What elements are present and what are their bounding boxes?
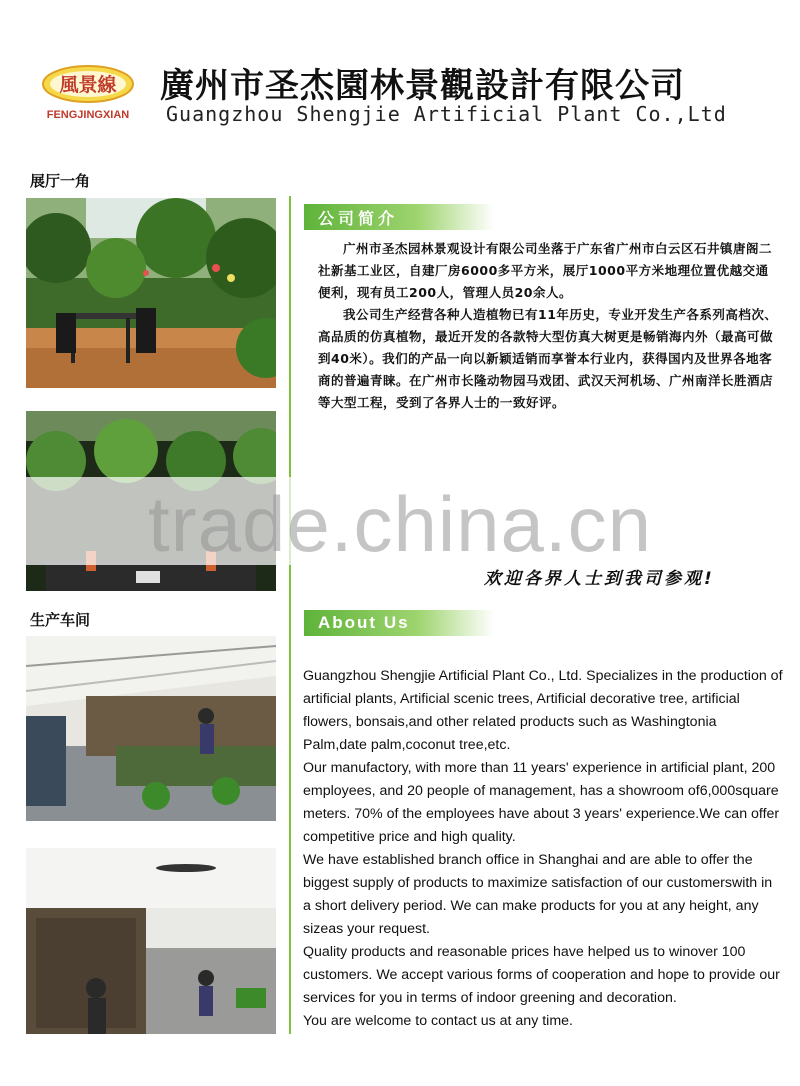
watermark-text: trade.china.cn xyxy=(148,480,652,568)
showroom-label: 展厅一角 xyxy=(30,172,91,190)
about-us-header-text: About Us xyxy=(318,613,410,632)
logo-subtitle: FENGJINGXIAN xyxy=(46,109,130,121)
workshop-photo-1 xyxy=(26,636,276,821)
intro-paragraph-2: 我公司生产经营各种人造植物已有11年历史，专业开发生产各系列高档次、高品质的仿真植物，最近开发的各款特大型仿真大树更是畅销海内外（最高可做到40米）。我们的产品一向以新颖适销而享誉本行业内，获得国内及世界各地客商的普遍青睐。在广州市长隆动物园马戏团、武汉天河机场、广州南洋长胜酒店等大型工程，受到了各界人士的一致好评。 xyxy=(318,307,778,410)
company-title-cn: 廣州市圣杰園林景觀設計有限公司 xyxy=(160,66,685,106)
about-paragraph-5: You are welcome to contact us at any time. xyxy=(303,1013,573,1029)
workshop-label: 生产车间 xyxy=(30,611,91,629)
company-intro-header xyxy=(304,204,494,230)
welcome-text-cn: 欢迎各界人士到我司参观! xyxy=(484,569,715,589)
showroom-photo-1 xyxy=(26,198,276,388)
company-logo xyxy=(38,62,138,122)
about-paragraph-2: Our manufactory, with more than 11 years' experience in artificial plant, 200 employees, and 20 people of management, has a showroom of6,000square meters. 70% of the employees have about 3 years' experience.We can offer competitive price and high quality. xyxy=(303,760,780,845)
about-paragraph-1: Guangzhou Shengjie Artificial Plant Co., Ltd. Specializes in the production of artificial plants, Artificial scenic trees, Artificial decorative tree, artificial flowers, bonsais,and other related products such as Washingtonia Palm,date palm,coconut tree,etc. xyxy=(303,668,783,753)
logo-text: 風景線 xyxy=(59,74,117,96)
about-paragraph-4: Quality products and reasonable prices have helped us to winover 100 customers. We accept various forms of cooperation and hope to provide our services for you in terms of indoor greening and decoration. xyxy=(303,944,780,1006)
intro-paragraph-1: 广州市圣杰园林景观设计有限公司坐落于广东省广州市白云区石井镇唐阁二社新基工业区，自建厂房6000多平方米，展厅1000平方米地理位置优越交通便利，现有员工200人，管理人员20余人。 xyxy=(318,241,773,300)
company-intro-body xyxy=(318,238,778,414)
about-us-body xyxy=(303,665,783,1033)
column-divider xyxy=(289,196,291,1034)
about-us-header xyxy=(304,610,494,636)
company-intro-header-text: 公司简介 xyxy=(318,208,399,228)
company-title-en: Guangzhou Shengjie Artificial Plant Co.,Ltd xyxy=(166,102,727,126)
about-paragraph-3: We have established branch office in Shanghai and are able to offer the biggest supply of products to maximize satisfaction of our customerswith in a short delivery period. We can make products for you at any height, any sizeas your request. xyxy=(303,852,773,937)
workshop-photo-2 xyxy=(26,848,276,1034)
